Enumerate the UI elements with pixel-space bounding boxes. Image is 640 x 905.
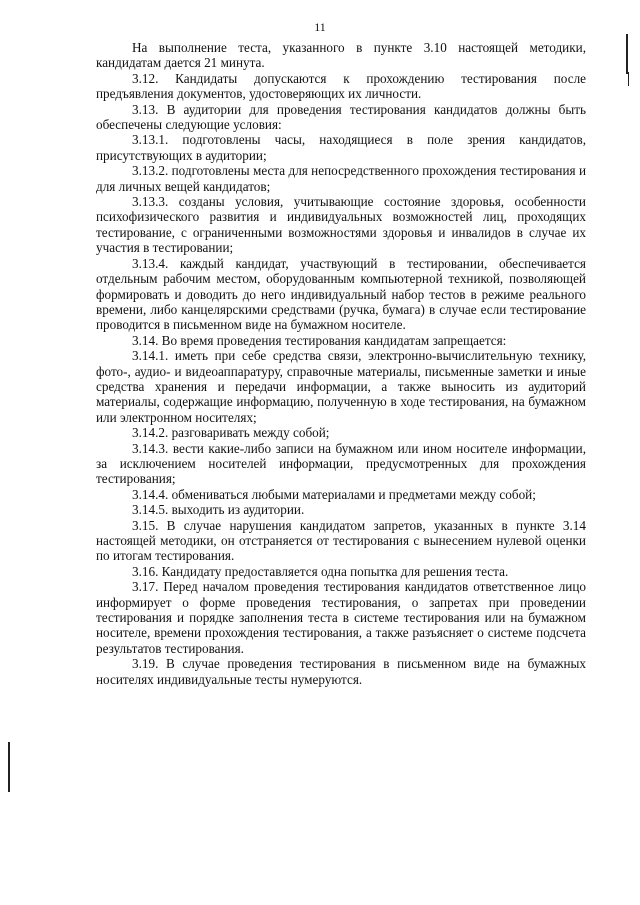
- page-number: 11: [314, 20, 326, 34]
- paragraph: 3.12. Кандидаты допускаются к прохождению тестирования после предъявления документов, удостоверяющих их личности.: [96, 70, 586, 102]
- paragraph: 3.13.2. подготовлены места для непосредственного прохождения тестирования и для личных вещей кандидатов;: [96, 163, 586, 194]
- scan-artifact: [628, 72, 629, 86]
- scan-artifact: [8, 742, 10, 792]
- document-body: [96, 40, 586, 687]
- paragraph: 3.15. В случае нарушения кандидатом запретов, указанных в пункте 3.14 настоящей методики, он отстраняется от тестирования с вынесением нулевой оценки по итогам тестирования.: [96, 517, 586, 564]
- scan-artifact: [626, 34, 628, 74]
- paragraph: 3.13.3. созданы условия, учитывающие состояние здоровья, особенности психофизического развития и индивидуальных возможностей лиц, проходящих тестирование, с ограниченными возможностями здоровья и инвалидов в случае их участия в тестировании;: [96, 194, 586, 256]
- paragraph: 3.16. Кандидату предоставляется одна попытка для решения теста.: [132, 563, 509, 579]
- paragraph: 3.14. Во время проведения тестирования кандидатам запрещается:: [132, 332, 507, 348]
- paragraph: 3.13. В аудитории для проведения тестирования кандидатов должны быть обеспечены следующие условия:: [96, 101, 586, 133]
- paragraph: На выполнение теста, указанного в пункте 3.10 настоящей методики, кандидатам дается 21 минута.: [96, 40, 586, 71]
- paragraph: 3.14.5. выходить из аудитории.: [132, 502, 305, 518]
- paragraph: 3.17. Перед началом проведения тестирования кандидатов ответственное лицо информирует о форме проведения тестирования, о запретах при проведении тестирования и порядке заполнения теста в системе тестирования или на бумажном носителе, времени прохождения тестирования, а также разъясняет о системе подсчета результатов тестирования.: [96, 579, 586, 656]
- paragraph: 3.14.3. вести какие-либо записи на бумажном или ином носителе информации, за исключением носителей информации, предусмотренных для прохождения тестирования;: [96, 440, 586, 487]
- paragraph: 3.13.4. каждый кандидат, участвующий в тестировании, обеспечивается отдельным рабочим местом, оборудованным компьютерной техникой, позволяющей формировать и доводить до него индивидуальный набор тестов в режиме реального времени, либо канцелярскими средствами (ручка, бумага) в случае если тестирование проводится в письменном виде на бумажном носителе.: [96, 255, 586, 333]
- paragraph: 3.14.4. обмениваться любыми материалами и предметами между собой;: [132, 486, 536, 502]
- paragraph: 3.14.2. разговаривать между собой;: [132, 425, 330, 441]
- paragraph: 3.13.1. подготовлены часы, находящиеся в поле зрения кандидатов, присутствующих в аудитории;: [96, 132, 586, 163]
- paragraph: 3.19. В случае проведения тестирования в письменном виде на бумажных носителях индивидуальные тесты нумеруются.: [96, 656, 586, 687]
- paragraph: 3.14.1. иметь при себе средства связи, электронно-вычислительную технику, фото-, аудио- и видеоаппаратуру, справочные материалы, письменные заметки и иные средства хранения и передачи информации, а также выносить из аудиторий материалы, содержащие информацию, полученную в ходе тестирования, на бумажном или электронном носителях;: [96, 348, 586, 425]
